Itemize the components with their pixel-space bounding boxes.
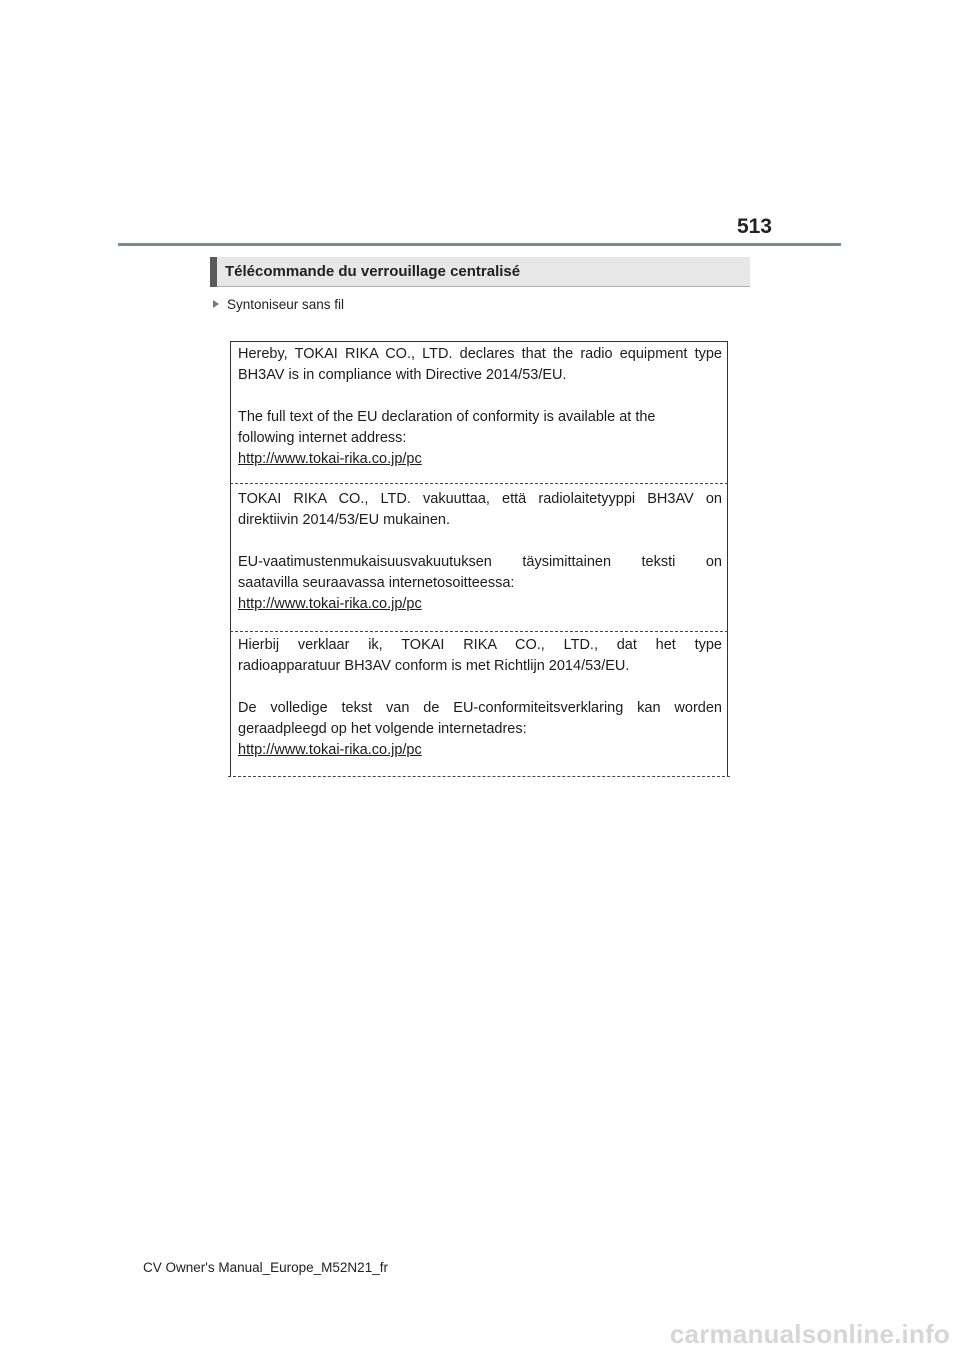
section-heading [210, 257, 750, 287]
dutch-line-1: Hierbij verklaar ik, TOKAI RIKA CO., LTD., dat het type [238, 637, 722, 653]
finnish-line-3: EU-vaatimustenmukaisuusvakuutuksen täysimittainen teksti on [238, 554, 722, 570]
heading-accent-bar [210, 257, 217, 287]
finnish-line-4: saatavilla seuraavassa internetosoitteessa: [238, 575, 515, 591]
english-url-link[interactable]: http://www.tokai-rika.co.jp/pc [238, 451, 422, 467]
english-line-2: BH3AV is in compliance with Directive 2014/53/EU. [238, 367, 567, 383]
dutch-line-3: De volledige tekst van de EU-conformiteitsverklaring kan worden [238, 700, 722, 716]
box-right-border [727, 341, 728, 777]
english-line-1: Hereby, TOKAI RIKA CO., LTD. declares that the radio equipment type [238, 346, 722, 362]
dutch-line-2: radioapparatuur BH3AV conform is met Richtlijn 2014/53/EU. [238, 658, 630, 674]
sub-item-label: Syntoniseur sans fil [227, 296, 345, 312]
english-line-3: The full text of the EU declaration of conformity is available at the [238, 409, 656, 425]
declaration-box [230, 341, 728, 777]
dutch-url-link[interactable]: http://www.tokai-rika.co.jp/pc [238, 742, 422, 758]
english-line-4: following internet address: [238, 430, 407, 446]
finnish-url-link[interactable]: http://www.tokai-rika.co.jp/pc [238, 596, 422, 612]
section-heading-text: Télécommande du verrouillage centralisé [225, 263, 521, 280]
box-left-border [230, 341, 231, 777]
finnish-line-2: direktiivin 2014/53/EU mukainen. [238, 512, 450, 528]
declaration-dutch [238, 635, 722, 761]
triangle-bullet-icon [213, 300, 219, 308]
box-top-border [230, 341, 728, 342]
dutch-line-4: geraadpleegd op het volgende internetadres: [238, 721, 527, 737]
declaration-english [238, 344, 722, 470]
header-rule [118, 243, 841, 246]
site-watermark: carmanualsonline.info [669, 1319, 950, 1349]
page-footer: CV Owner's Manual_Europe_M52N21_fr [143, 1260, 388, 1275]
page-number: 513 [736, 215, 772, 238]
section-divider [230, 631, 728, 632]
declaration-finnish [238, 489, 722, 615]
box-bottom-border [228, 776, 730, 777]
finnish-line-1: TOKAI RIKA CO., LTD. vakuuttaa, että radiolaitetyyppi BH3AV on [238, 491, 722, 507]
section-divider [230, 483, 728, 484]
sub-item-heading [213, 295, 344, 313]
